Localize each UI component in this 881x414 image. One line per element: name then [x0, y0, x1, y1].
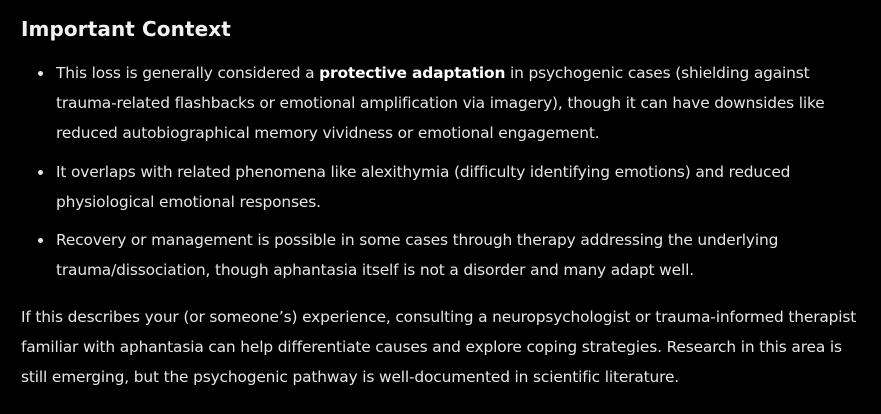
- list-item: [21, 225, 860, 285]
- bullet-dot-icon: [38, 170, 43, 175]
- closing-paragraph: If this describes your (or someone’s) experience, consulting a neuropsychologist or trauma-informed therapist familiar with aphantasia can help differentiate causes and explore coping strategies. Research in this area is still emerging, but the psychogenic pathway is well-documented in scientific literature.: [21, 308, 857, 386]
- bullet-dot-icon: [38, 238, 43, 243]
- list-item: [21, 157, 860, 217]
- list-item-text-after: in psychogenic cases (shielding against trauma-related flashbacks or emotional amplification via imagery), though it can have downsides like reduced autobiographical memory vividness or emotional engagement.: [56, 64, 825, 142]
- list-item: [21, 58, 860, 148]
- section-heading: Important Context: [21, 17, 231, 41]
- list-item-bold-text: protective adaptation: [319, 64, 506, 82]
- bullet-list: [21, 58, 860, 285]
- list-item-text-before: This loss is generally considered a: [56, 64, 320, 82]
- bullet-dot-icon: [38, 71, 43, 76]
- list-item-text: It overlaps with related phenomena like alexithymia (difficulty identifying emotions) and reduced physiological emotional responses.: [56, 162, 791, 211]
- list-item-text: Recovery or management is possible in some cases through therapy addressing the underlying trauma/dissociation, though aphantasia itself is not a disorder and many adapt well.: [56, 231, 779, 279]
